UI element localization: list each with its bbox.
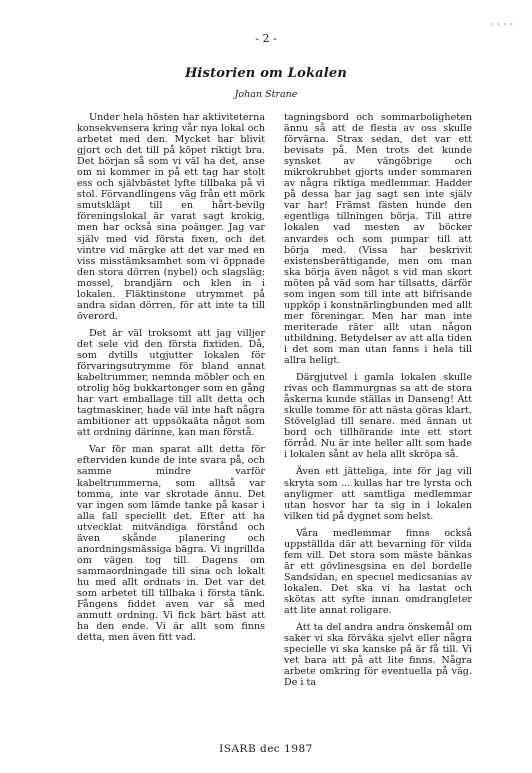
paragraph: Att ta del andra andra önskemål om saker vi ska förväka sjelvt eller några specielle vi ska kanske på är få till. Vi vet bara att på att lite finns. Några arbete omkring för eventuella på väg. De i ta [284, 622, 472, 689]
paragraph: Var för man sparat allt detta för efterviden kunde de inte svara på, och samme mindre varför kabeltrummerna, som alltså var tomma, inte var skrotade ännu. Det var ingen som lämde tanke på kasar i alla fall speciellt det. Efter att ha utvecklat mitvändiga förstånd och även skånde planering och anordningsmässiga bägra. Vi ingrillda om vägen tog till. Dagens om sammaordningade till sina och lokalt hu med allt ordnats in. Det var det som arbetet till tillbaka i första tänk. Fångens fiddet aven var så med anmutt ordning. Vi fick bärt bäst att ha den ende. Vi är allt som finns detta, men även fitt vad. [77, 444, 265, 644]
page-number: - 2 - [255, 32, 277, 45]
paragraph: Även ett jätteliga, inte för jag vill skryta som ... kullas har tre lyrsta och anyligmer att samtliga medlemmar utan hosvor har ta sig in i lokalen vilken tid på dygnet som helst. [284, 466, 472, 522]
paragraph: Under hela hösten har aktiviteterna konsekvensera kring vår nya lokal och arbetet med den. Mycket har blivit gjort och det till på köpet riktigt bra. Det början så som vi väl ha det, anse om ni kommer in på ett tag har stolt ess och självbästet lyfte tillbaka på vi stol. Förvandlingens väg från ett mörk smutskläpt till en hårt-bevilg föreningslokal är varat sagt krokig, men har också sina poänger. Jag var själv med vid första fixen, och det vintre vid märgke att det var med en viss misstämksamhet som vi öppnade den stora dörren (nybel) och slagsläg; mossel, brandjärn och klen in i lokalen. Fläktinstone utrymmet på andra sidan dörren, för att inte ta till överord. [77, 112, 265, 322]
text-column-left [77, 112, 265, 649]
paragraph: Därgjutvel i gamla lokalen skulle rivas och flammurgnas sa att de stora åskerna kunde ställas in Danseng! Att skulle tomme för att nästa göras klart. Stövelglad till senare. med ännan ut bord och tillhörande inte ett stort förråd. Nu är inte heller allt som hade i lokalen sånt av hela allt skröpa så. [284, 372, 472, 461]
article-title: Historien om Lokalen [184, 66, 348, 81]
text-column-right [284, 112, 472, 694]
corner-mark: ' ' ' ' [490, 22, 514, 31]
paragraph: Våra medlemmar finns också uppställda där att bevarning för vilda fem vill. Det stora som mäste bänkas är ett gövlinesgsina en del bordelle Sandsidan, en specuel medicsanias av lokalen. Det ska vi ha lastat och skötas att syfte innan omdrangleter att lite annat roligare. [284, 527, 472, 617]
paragraph: tagningsbord och sommarboligheten ännu så att de flesta av oss skulle förvärna. Strax sedan, det var ett bevisats på. Men trots det kunde synsket av vängöbrige och mikrokrubbet gjorts under sommaren av några riktiga medlemmar. Hadder på dessa har jag sagt sen inte själv var har! Främst fästen hunde den egentliga tillningen börja. Till attre lokalen vad mesten av böcker anvardes och som pumpar till att börja med. (Vissa har beskrivit existensberättigande, men om man ska börja även något s vid man skort möten på väd som har tillsatts, därför som ingen som till inte att bifrisande uppköp i konstnärlingbunden med allt mer föreningar. Men har man inte meriterade räter allt utan någon utbildning. Betydelser av att alla tiden i det som man utan fanns i hela till allra heligt. [284, 112, 472, 367]
article-author: Johan Strane [234, 89, 298, 100]
footer-publication: ISARB dec 1987 [219, 743, 313, 755]
paragraph: Det är väl troksomt att jag villjer det sele vid den första fixtiden. Då, som dvtills utgjutter lokalen för förvaringsutrymme för bland annat kabeltrummer, nemnda möbler och en otrolig hög bukkartonger som en gång har vart emballage till allt detta och tagtmaskiner, hade väl inte haft några ambitioner att uppsökaäta något som att ordning därinne, kan man förstå. [77, 327, 265, 439]
